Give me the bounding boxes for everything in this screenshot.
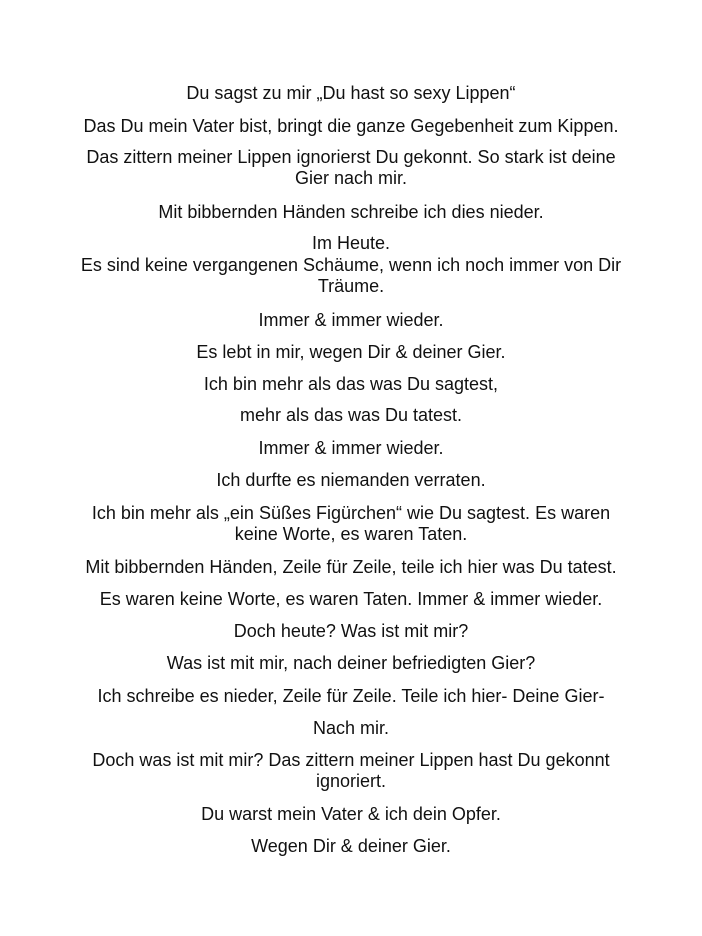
poem-line: Träume. [317,276,385,296]
poem-line: Ich schreibe es nieder, Zeile für Zeile. Teile ich hier- Deine Gier- [97,686,605,706]
poem-line: Mit bibbernden Händen, Zeile für Zeile, teile ich hier was Du tatest. [85,557,617,577]
poem-line: mehr als das was Du tatest. [239,405,463,425]
poem-line: Im Heute. [311,233,391,253]
poem-line: Immer & immer wieder. [258,438,444,458]
poem-line: Ich durfte es niemanden verraten. [216,470,486,490]
poem-line: Mit bibbernden Händen schreibe ich dies nieder. [158,202,544,222]
poem-line: Wegen Dir & deiner Gier. [251,836,451,856]
poem-line: keine Worte, es waren Taten. [234,524,468,544]
poem-line: Nach mir. [312,718,390,738]
poem-line: Es waren keine Worte, es waren Taten. Immer & immer wieder. [99,589,603,609]
poem-line: Gier nach mir. [294,168,408,188]
poem-line: Ich bin mehr als das was Du sagtest, [203,374,499,394]
poem-line: Immer & immer wieder. [258,310,444,330]
poem-line: Ich bin mehr als „ein Süßes Figürchen“ wie Du sagtest. Es waren [91,503,611,523]
poem-line: Das Du mein Vater bist, bringt die ganze Gegebenheit zum Kippen. [83,116,619,136]
poem-line: Das zittern meiner Lippen ignorierst Du gekonnt. So stark ist deine [86,147,616,167]
poem-line: Du warst mein Vater & ich dein Opfer. [201,804,501,824]
poem-line: Was ist mit mir, nach deiner befriedigten Gier? [166,653,536,673]
poem-line: Doch was ist mit mir? Das zittern meiner Lippen hast Du gekonnt [92,750,610,770]
poem-line: ignoriert. [315,771,387,791]
poem-line: Doch heute? Was ist mit mir? [233,621,469,641]
poem-line: Es sind keine vergangenen Schäume, wenn ich noch immer von Dir [80,255,622,275]
poem-line: Es lebt in mir, wegen Dir & deiner Gier. [196,342,506,362]
poem-line: Du sagst zu mir „Du hast so sexy Lippen“ [186,83,516,103]
